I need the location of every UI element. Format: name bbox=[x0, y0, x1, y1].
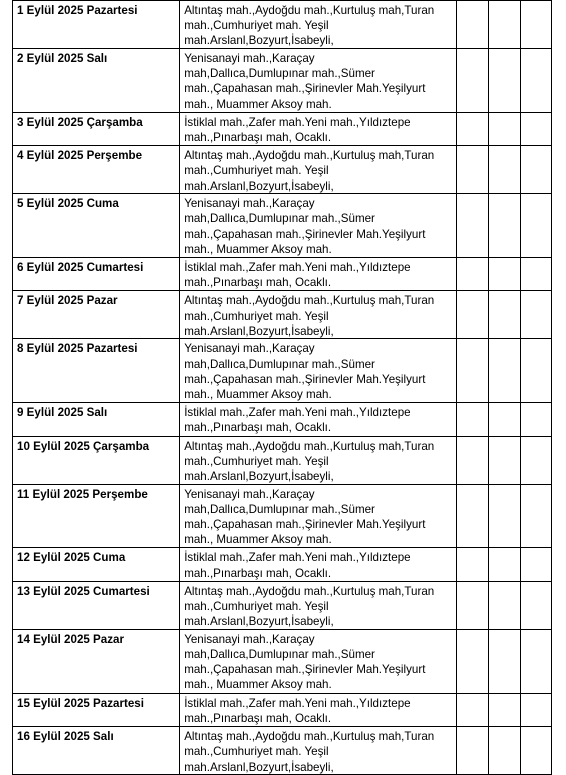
empty-cell bbox=[521, 484, 552, 548]
table-row bbox=[13, 146, 552, 194]
areas-cell bbox=[180, 1, 457, 49]
empty-cell bbox=[457, 1, 489, 49]
table-row bbox=[13, 629, 552, 693]
areas-text: Altıntaş mah.,Aydoğdu mah.,Kurtuluş mah,Turan mah.,Cumhuriyet mah. Yeşil mah.Arslanl,Bozyurt,İsabeyli, bbox=[184, 439, 435, 484]
empty-cell bbox=[457, 484, 489, 548]
areas-text: Yenisanayi mah.,Karaçay mah,Dallıca,Dumlupınar mah.,Sümer mah.,Çapahasan mah.,Şirinevler Mah.Yeşilyurt mah., Muammer Aksoy mah. bbox=[184, 342, 426, 402]
table-row bbox=[13, 1, 552, 49]
empty-cell bbox=[457, 629, 489, 693]
empty-cell bbox=[521, 194, 552, 258]
date-cell: 16 Eylül 2025 Salı bbox=[13, 727, 180, 775]
areas-cell bbox=[180, 484, 457, 548]
areas-text: İstiklal mah.,Zafer mah.Yeni mah.,Yıldıztepe mah.,Pınarbaşı mah, Ocaklı. bbox=[184, 696, 411, 725]
empty-cell bbox=[457, 112, 489, 145]
areas-cell bbox=[180, 693, 457, 726]
empty-cell bbox=[489, 436, 521, 484]
date-cell: 15 Eylül 2025 Pazartesi bbox=[13, 693, 180, 726]
empty-cell bbox=[521, 403, 552, 436]
table-row bbox=[13, 436, 552, 484]
table-row bbox=[13, 339, 552, 403]
empty-cell bbox=[489, 629, 521, 693]
empty-cell bbox=[457, 693, 489, 726]
table-row bbox=[13, 548, 552, 581]
areas-text: Altıntaş mah.,Aydoğdu mah.,Kurtuluş mah,Turan mah.,Cumhuriyet mah. Yeşil mah.Arslanl,Bozyurt,İsabeyli, bbox=[184, 730, 435, 774]
empty-cell bbox=[489, 194, 521, 258]
empty-cell bbox=[457, 339, 489, 403]
empty-cell bbox=[489, 258, 521, 291]
empty-cell bbox=[521, 146, 552, 194]
date-cell: 9 Eylül 2025 Salı bbox=[13, 403, 180, 436]
table-row bbox=[13, 581, 552, 629]
date-cell: 14 Eylül 2025 Pazar bbox=[13, 629, 180, 693]
date-cell: 10 Eylül 2025 Çarşamba bbox=[13, 436, 180, 484]
empty-cell bbox=[457, 258, 489, 291]
date-cell: 11 Eylül 2025 Perşembe bbox=[13, 484, 180, 548]
empty-cell bbox=[457, 291, 489, 339]
empty-cell bbox=[457, 436, 489, 484]
empty-cell bbox=[489, 727, 521, 775]
date-cell: 4 Eylül 2025 Perşembe bbox=[13, 146, 180, 194]
areas-text: İstiklal mah.,Zafer mah.Yeni mah.,Yıldıztepe mah.,Pınarbaşı mah, Ocaklı. bbox=[184, 261, 411, 290]
empty-cell bbox=[489, 548, 521, 581]
areas-text: İstiklal mah.,Zafer mah.Yeni mah.,Yıldıztepe mah.,Pınarbaşı mah, Ocaklı. bbox=[184, 115, 411, 145]
areas-text: Altıntaş mah.,Aydoğdu mah.,Kurtuluş mah,Turan mah.,Cumhuriyet mah. Yeşil mah.Arslanl,Bozyurt,İsabeyli, bbox=[184, 4, 435, 48]
empty-cell bbox=[489, 339, 521, 403]
empty-cell bbox=[457, 403, 489, 436]
table-row bbox=[13, 291, 552, 339]
empty-cell bbox=[489, 112, 521, 145]
table-row bbox=[13, 112, 552, 145]
empty-cell bbox=[457, 727, 489, 775]
empty-cell bbox=[521, 436, 552, 484]
empty-cell bbox=[521, 1, 552, 49]
empty-cell bbox=[521, 258, 552, 291]
empty-cell bbox=[489, 581, 521, 629]
date-cell: 3 Eylül 2025 Çarşamba bbox=[13, 112, 180, 145]
areas-text: Altıntaş mah.,Aydoğdu mah.,Kurtuluş mah,Turan mah.,Cumhuriyet mah. Yeşil mah.Arslanl,Bozyurt,İsabeyli, bbox=[184, 149, 435, 193]
table-row bbox=[13, 194, 552, 258]
date-cell: 5 Eylül 2025 Cuma bbox=[13, 194, 180, 258]
areas-text: İstiklal mah.,Zafer mah.Yeni mah.,Yıldıztepe mah.,Pınarbaşı mah, Ocaklı. bbox=[184, 406, 411, 435]
areas-cell bbox=[180, 436, 457, 484]
areas-cell bbox=[180, 629, 457, 693]
areas-cell bbox=[180, 291, 457, 339]
empty-cell bbox=[521, 291, 552, 339]
empty-cell bbox=[457, 146, 489, 194]
date-cell: 2 Eylül 2025 Salı bbox=[13, 49, 180, 113]
empty-cell bbox=[521, 581, 552, 629]
empty-cell bbox=[457, 194, 489, 258]
areas-cell bbox=[180, 49, 457, 113]
areas-cell bbox=[180, 403, 457, 436]
empty-cell bbox=[489, 146, 521, 194]
empty-cell bbox=[457, 49, 489, 113]
empty-cell bbox=[489, 49, 521, 113]
empty-cell bbox=[521, 112, 552, 145]
areas-text: Yenisanayi mah.,Karaçay mah,Dallıca,Dumlupınar mah.,Sümer mah.,Çapahasan mah.,Şirinevler Mah.Yeşilyurt mah., Muammer Aksoy mah. bbox=[184, 52, 426, 111]
empty-cell bbox=[521, 727, 552, 775]
empty-cell bbox=[457, 581, 489, 629]
empty-cell bbox=[489, 403, 521, 436]
date-cell: 13 Eylül 2025 Cumartesi bbox=[13, 581, 180, 629]
areas-cell bbox=[180, 194, 457, 258]
table-row bbox=[13, 403, 552, 436]
areas-text: Yenisanayi mah.,Karaçay mah,Dallıca,Dumlupınar mah.,Sümer mah.,Çapahasan mah.,Şirinevler Mah.Yeşilyurt mah., Muammer Aksoy mah. bbox=[184, 632, 426, 692]
areas-text: Yenisanayi mah.,Karaçay mah,Dallıca,Dumlupınar mah.,Sümer mah.,Çapahasan mah.,Şirinevler Mah.Yeşilyurt mah., Muammer Aksoy mah. bbox=[184, 197, 426, 256]
areas-cell bbox=[180, 112, 457, 145]
areas-text: İstiklal mah.,Zafer mah.Yeni mah.,Yıldıztepe mah.,Pınarbaşı mah, Ocaklı. bbox=[184, 551, 411, 580]
date-cell: 7 Eylül 2025 Pazar bbox=[13, 291, 180, 339]
empty-cell bbox=[521, 693, 552, 726]
table-row bbox=[13, 49, 552, 113]
empty-cell bbox=[489, 1, 521, 49]
table-row bbox=[13, 727, 552, 775]
empty-cell bbox=[521, 548, 552, 581]
areas-cell bbox=[180, 258, 457, 291]
areas-cell bbox=[180, 146, 457, 194]
areas-text: Yenisanayi mah.,Karaçay mah,Dallıca,Dumlupınar mah.,Sümer mah.,Çapahasan mah.,Şirinevler Mah.Yeşilyurt mah., Muammer Aksoy mah. bbox=[184, 487, 426, 547]
table-row bbox=[13, 693, 552, 726]
date-cell: 8 Eylül 2025 Pazartesi bbox=[13, 339, 180, 403]
empty-cell bbox=[489, 693, 521, 726]
empty-cell bbox=[457, 548, 489, 581]
date-cell: 6 Eylül 2025 Cumartesi bbox=[13, 258, 180, 291]
date-cell: 1 Eylül 2025 Pazartesi bbox=[13, 1, 180, 49]
areas-cell bbox=[180, 727, 457, 775]
collection-schedule-table bbox=[12, 0, 552, 775]
empty-cell bbox=[521, 49, 552, 113]
empty-cell bbox=[489, 291, 521, 339]
areas-text: Altıntaş mah.,Aydoğdu mah.,Kurtuluş mah,Turan mah.,Cumhuriyet mah. Yeşil mah.Arslanl,Bozyurt,İsabeyli, bbox=[184, 584, 435, 629]
date-cell: 12 Eylül 2025 Cuma bbox=[13, 548, 180, 581]
empty-cell bbox=[489, 484, 521, 548]
table-row bbox=[13, 484, 552, 548]
empty-cell bbox=[521, 629, 552, 693]
areas-text: Altıntaş mah.,Aydoğdu mah.,Kurtuluş mah,Turan mah.,Cumhuriyet mah. Yeşil mah.Arslanl,Bozyurt,İsabeyli, bbox=[184, 294, 435, 338]
table-row bbox=[13, 258, 552, 291]
areas-cell bbox=[180, 581, 457, 629]
areas-cell bbox=[180, 548, 457, 581]
areas-cell bbox=[180, 339, 457, 403]
empty-cell bbox=[521, 339, 552, 403]
